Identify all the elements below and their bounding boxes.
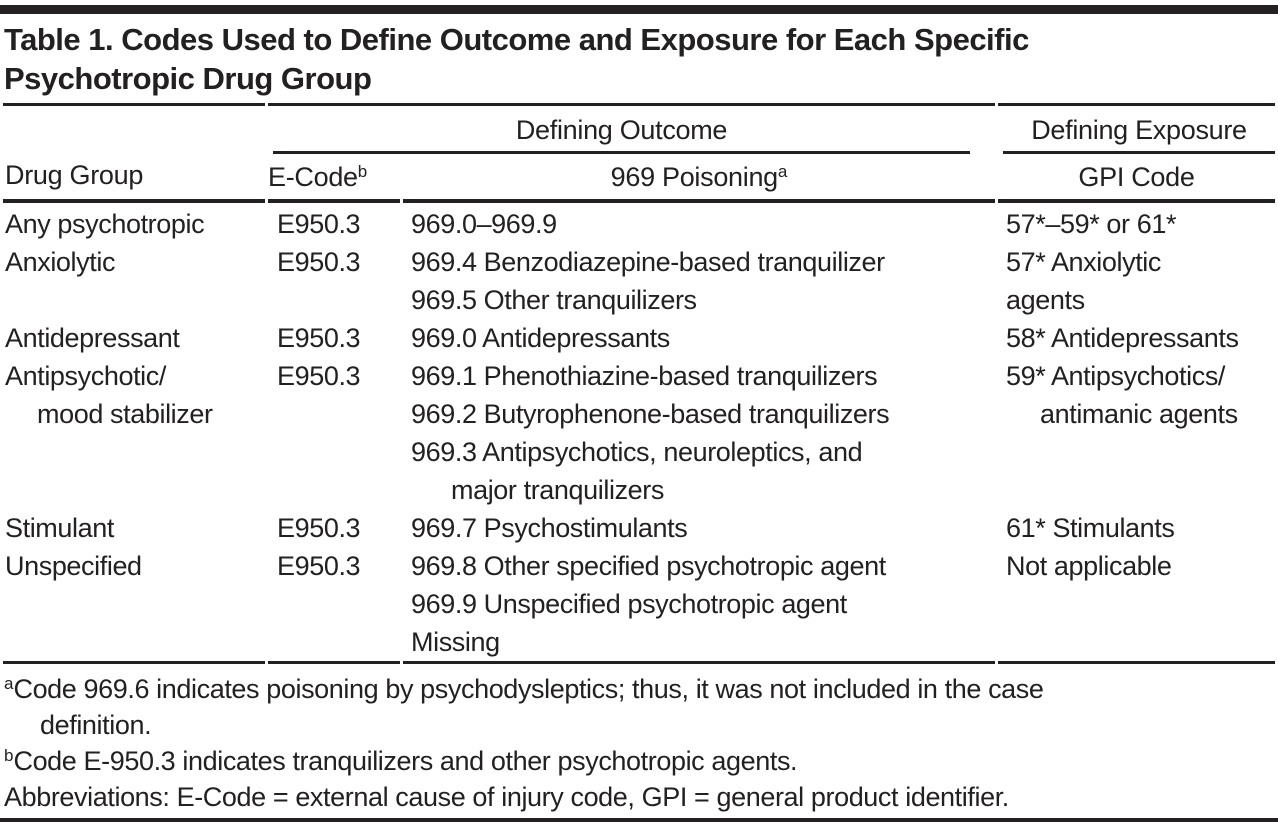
defining-exposure-label: Defining Exposure: [1031, 115, 1247, 145]
drug-group-cell: [3, 509, 265, 547]
cell-line: 969.2 Butyrophenone-based tranquilizers: [411, 399, 890, 429]
drug-group-cell: [3, 547, 265, 664]
table-row: [3, 357, 1275, 509]
cell-line: mood stabilizer: [37, 399, 213, 429]
poisoning-cell: [403, 203, 995, 243]
defining-outcome-spanner: [268, 103, 995, 154]
poisoning-cell: [403, 243, 995, 319]
footnote-a-continuation: definition.: [40, 710, 152, 740]
cell-line: 61* Stimulants: [1006, 513, 1175, 543]
defining-outcome-underline: [273, 106, 970, 154]
defining-outcome-label: Defining Outcome: [515, 115, 728, 145]
bottom-rule: [0, 818, 1278, 822]
table-row: [3, 203, 1275, 243]
cell-line: E950.3: [277, 323, 361, 353]
codes-table: [0, 103, 1278, 664]
cell-line: 57* Anxiolytic: [1006, 247, 1161, 277]
cell-line: 969.8 Other specified psychotropic agent: [411, 551, 886, 581]
drug-group-cell: [3, 357, 265, 509]
table-title-line2: Psychotropic Drug Group: [4, 61, 372, 96]
e-code-cell: [268, 319, 400, 357]
cell-line: 969.3 Antipsychotics, neuroleptics, and: [411, 437, 863, 467]
defining-exposure-underline: [1003, 106, 1275, 154]
drug-group-column-header: [3, 103, 265, 203]
cell-line: Not applicable: [1006, 551, 1172, 581]
cell-line: Any psychotropic: [5, 209, 205, 239]
cell-line: E950.3: [277, 513, 361, 543]
footnote-b-text: Code E-950.3 indicates tranquilizers and other psychotropic agents.: [13, 746, 798, 776]
gpi-code-cell: [998, 203, 1275, 243]
cell-line: E950.3: [277, 551, 361, 581]
drug-group-cell: [3, 319, 265, 357]
gpi-code-header-label: GPI Code: [1078, 162, 1195, 192]
table-row: [3, 509, 1275, 547]
cell-line: Missing: [411, 627, 500, 657]
e-code-column-header: [268, 154, 400, 203]
table-row: [3, 243, 1275, 319]
cell-line: 969.0–969.9: [411, 209, 557, 239]
cell-line: 969.9 Unspecified psychotropic agent: [411, 589, 847, 619]
footnote-a-text: Code 969.6 indicates poisoning by psychodysleptics; thus, it was not included in the case: [13, 674, 1044, 704]
cell-line: 57*–59* or 61*: [1006, 209, 1177, 239]
gpi-code-cell: [998, 357, 1275, 509]
cell-line: Anxiolytic: [5, 247, 116, 277]
poisoning-cell: [403, 547, 995, 664]
table-body: [3, 203, 1275, 664]
e-code-cell: [268, 547, 400, 664]
cell-line: 969.7 Psychostimulants: [411, 513, 688, 543]
cell-line: 969.0 Antidepressants: [411, 323, 670, 353]
gpi-code-column-header: [998, 154, 1275, 203]
poisoning-cell: [403, 319, 995, 357]
table-header: [3, 103, 1275, 203]
footnote-a: [4, 671, 1278, 707]
footnotes: [4, 671, 1278, 815]
gpi-code-cell: [998, 319, 1275, 357]
gpi-code-cell: [998, 243, 1275, 319]
e-code-header-label: E-Code: [268, 162, 358, 192]
poisoning-cell: [403, 509, 995, 547]
cell-line: Antidepressant: [5, 323, 180, 353]
cell-line: antimanic agents: [1040, 399, 1238, 429]
e-code-cell: [268, 509, 400, 547]
footnote-a-marker: a: [4, 674, 14, 693]
poisoning-column-header: [403, 154, 995, 203]
drug-group-header-label: Drug Group: [5, 160, 144, 190]
e-code-cell: [268, 243, 400, 319]
cell-line: E950.3: [277, 361, 361, 391]
e-code-cell: [268, 357, 400, 509]
cell-line: 59* Antipsychotics/: [1006, 361, 1226, 391]
spanner-header-row: [3, 103, 1275, 154]
cell-line: Stimulant: [5, 513, 114, 543]
poisoning-header-label: 969 Poisoning: [610, 162, 778, 192]
cell-line: 969.5 Other tranquilizers: [411, 285, 697, 315]
cell-line: Antipsychotic/: [5, 361, 166, 391]
table-row: [3, 547, 1275, 664]
cell-line: major tranquilizers: [451, 475, 664, 505]
defining-exposure-spanner: [998, 103, 1275, 154]
cell-line: E950.3: [277, 247, 361, 277]
cell-line: 58* Antidepressants: [1006, 323, 1239, 353]
cell-line: 969.4 Benzodiazepine-based tranquilizer: [411, 247, 885, 277]
cell-line: E950.3: [277, 209, 361, 239]
table-title-line1: Table 1. Codes Used to Define Outcome and Exposure for Each Specific: [4, 22, 1029, 57]
table-row: [3, 319, 1275, 357]
table-title: [4, 20, 1278, 98]
cell-line: Unspecified: [5, 551, 142, 581]
e-code-cell: [268, 203, 400, 243]
footnote-b: [4, 743, 1278, 779]
poisoning-cell: [403, 357, 995, 509]
e-code-footnote-marker: b: [357, 162, 368, 181]
footnote-b-marker: b: [4, 746, 14, 765]
cell-line: 969.1 Phenothiazine-based tranquilizers: [411, 361, 878, 391]
poisoning-footnote-marker: a: [777, 162, 788, 181]
abbreviations-note: Abbreviations: E-Code = external cause of injury code, GPI = general product identifier.: [4, 782, 1009, 812]
drug-group-cell: [3, 203, 265, 243]
gpi-code-cell: [998, 509, 1275, 547]
cell-line: agents: [1006, 285, 1085, 315]
drug-group-cell: [3, 243, 265, 319]
gpi-code-cell: [998, 547, 1275, 664]
top-rule-thick: [0, 5, 1278, 14]
